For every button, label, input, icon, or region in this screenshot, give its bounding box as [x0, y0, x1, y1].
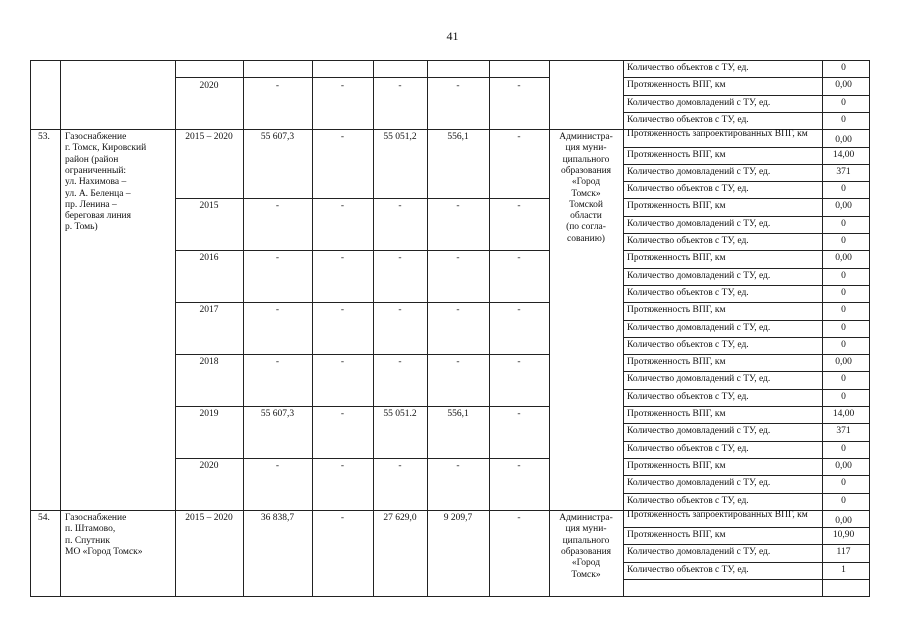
indicator-label: Протяженность ВПГ, км — [627, 357, 726, 367]
row-number: 53. — [38, 132, 50, 142]
finance-cell: - — [340, 132, 345, 142]
indicator-label: Количество домовладений с ТУ, ед. — [627, 426, 771, 436]
indicator-row-line — [623, 285, 869, 286]
indicator-value: 117 — [836, 547, 851, 557]
indicator-value: 0 — [841, 340, 846, 350]
indicator-label: Количество объектов с ТУ, ед. — [627, 392, 749, 402]
row53-year-line — [175, 198, 549, 199]
indicator-label: Количество домовладений с ТУ, ед. — [627, 547, 771, 557]
indicator-label: Количество объектов с ТУ, ед. — [627, 115, 749, 125]
object-name-line: Газоснабжение — [65, 132, 127, 142]
indicator-value: 0 — [841, 478, 846, 488]
finance-cell: 55 607,3 — [260, 132, 295, 142]
finance-cell: - — [340, 513, 345, 523]
year-cell: 2015 – 2020 — [185, 513, 233, 523]
row53-column-line — [175, 129, 176, 510]
top-column-line — [60, 60, 61, 129]
indicator-value: 0,00 — [835, 516, 852, 526]
object-name-line: ул. Нахимова – — [65, 177, 127, 188]
finance-cell: - — [398, 461, 402, 471]
finance-cell: - — [456, 461, 460, 471]
indicator-row-line — [623, 354, 869, 355]
top-column-line — [175, 60, 176, 129]
indicator-value: 0,00 — [835, 135, 852, 145]
indicator-row-line — [623, 579, 869, 580]
executor-line: ция муни- — [565, 143, 607, 154]
indicator-value: 0 — [841, 288, 846, 298]
indicator-row-line — [623, 527, 869, 528]
finance-cell: - — [456, 305, 460, 315]
indicator-value: 0 — [841, 115, 846, 125]
row53-year-line — [175, 302, 549, 303]
row53-year-line — [175, 406, 549, 407]
row53-column-line — [312, 129, 313, 510]
finance-cell: 9 209,7 — [443, 513, 473, 523]
table-top-border — [30, 60, 869, 61]
finance-cell: - — [517, 357, 521, 367]
indicator-label: Протяженность ВПГ, км — [627, 305, 726, 315]
year-cell: 2016 — [199, 253, 219, 263]
year-cell: 2019 — [199, 409, 219, 419]
row53-year-line — [175, 250, 549, 251]
table-bottom-border — [30, 596, 870, 597]
indicator-value: 0,00 — [835, 80, 852, 90]
finance-cell: - — [340, 201, 345, 211]
indicator-label: Протяженность запроектированных ВПГ, км — [627, 510, 808, 520]
indicator-label: Количество домовладений с ТУ, ед. — [627, 478, 771, 488]
indicator-row-line — [623, 147, 869, 148]
finance-cell: - — [456, 253, 460, 263]
top-column-line — [489, 60, 490, 129]
row54-top-line — [30, 510, 623, 511]
finance-cell: - — [398, 81, 402, 91]
executor-line: «Город — [571, 177, 601, 188]
row-number: 54. — [38, 513, 50, 523]
indicator-row-line — [623, 406, 869, 407]
finance-cell: - — [517, 81, 521, 91]
executor-line: Администра- — [559, 132, 613, 142]
indicator-value: 371 — [836, 167, 851, 177]
finance-cell: 556,1 — [447, 132, 469, 142]
finance-cell: - — [398, 305, 402, 315]
finance-cell: - — [340, 409, 345, 419]
finance-cell: 27 629,0 — [383, 513, 417, 523]
indicator-row-line — [623, 181, 869, 182]
year-cell: 2020 — [199, 81, 219, 91]
finance-cell: 55 051.2 — [383, 409, 417, 419]
executor-line: образования — [560, 546, 612, 557]
indicator-value: 0 — [841, 271, 846, 281]
indicator-row-line — [623, 216, 869, 217]
indicator-row-line — [623, 233, 869, 234]
row53-column-line — [373, 129, 374, 510]
indicator-label: Протяженность ВПГ, км — [627, 409, 726, 419]
finance-cell: 55 051,2 — [383, 132, 417, 142]
indicator-row-line — [623, 112, 869, 113]
table-right-border — [869, 60, 870, 596]
indicator-value: 0 — [841, 63, 846, 73]
indicator-value: 14,00 — [832, 150, 855, 160]
row53-column-line — [243, 129, 244, 510]
indicator-value: 0,00 — [835, 461, 852, 471]
program-table — [30, 60, 869, 607]
indicator-row-line — [623, 458, 869, 459]
indicator-label: Протяженность ВПГ, км — [627, 150, 726, 160]
row53-top-line — [30, 129, 623, 130]
executor-line: Томской — [569, 199, 603, 210]
finance-cell: - — [398, 201, 402, 211]
object-name-line: МО «Город Томск» — [65, 546, 143, 557]
finance-cell: - — [275, 81, 280, 91]
indicator-value: 0 — [841, 392, 846, 402]
indicator-label: Протяженность ВПГ, км — [627, 253, 726, 263]
object-name-line: район (район — [65, 154, 119, 165]
finance-cell: - — [398, 357, 402, 367]
finance-cell: - — [517, 409, 521, 419]
indicator-row-line — [623, 562, 869, 563]
finance-cell: - — [340, 305, 345, 315]
indicator-value: 14,00 — [832, 409, 855, 419]
indicator-label: Количество домовладений с ТУ, ед. — [627, 374, 771, 384]
indicator-value: 0 — [841, 236, 846, 246]
indicator-label: Количество объектов с ТУ, ед. — [627, 340, 749, 350]
row53-year-line — [175, 354, 549, 355]
finance-cell: - — [517, 513, 521, 523]
executor-line: «Город — [571, 558, 601, 569]
indicator-label: Протяженность запроектированных ВПГ, км — [627, 129, 808, 139]
finance-cell: - — [517, 201, 521, 211]
indicator-row-line — [623, 268, 869, 269]
year-cell: 2017 — [199, 305, 219, 315]
object-name-line: пр. Ленина – — [65, 199, 117, 210]
indicator-label: Количество объектов с ТУ, ед. — [627, 565, 749, 575]
top-column-line — [243, 60, 244, 129]
indicator-row-line — [623, 250, 869, 251]
finance-cell: - — [517, 253, 521, 263]
executor-line: ципального — [562, 535, 610, 546]
indicator-value: 0,00 — [835, 201, 852, 211]
finance-cell: - — [275, 461, 280, 471]
year-cell: 2020 — [199, 461, 219, 471]
executor-line: Томск» — [571, 569, 601, 580]
indicator-row-line — [623, 77, 869, 78]
page-number: 41 — [446, 29, 459, 43]
indicator-row-line — [623, 371, 869, 372]
object-name-line: п. Штамово, — [65, 524, 116, 535]
object-name-line: п. Спутник — [65, 535, 110, 546]
executor-line: Томск» — [571, 188, 601, 199]
indicator-label: Количество домовладений с ТУ, ед. — [627, 271, 771, 281]
finance-cell: - — [340, 81, 345, 91]
indicator-value: 0 — [841, 219, 846, 229]
indicator-label: Количество объектов с ТУ, ед. — [627, 496, 749, 506]
indicator-row-line — [623, 441, 869, 442]
indicator-row-line — [623, 198, 869, 199]
executor-line: образования — [560, 165, 612, 176]
table-left-border — [30, 60, 31, 596]
finance-cell: - — [517, 132, 521, 142]
indicator-row-line — [623, 337, 869, 338]
row53-year-line — [175, 458, 549, 459]
indicator-row-line — [623, 302, 869, 303]
indicator-label: Протяженность ВПГ, км — [627, 530, 726, 540]
indicator-value: 0 — [841, 496, 846, 506]
object-name-line: Газоснабжение — [65, 513, 127, 523]
year-cell: 2015 — [199, 201, 219, 211]
finance-cell: - — [398, 253, 402, 263]
finance-cell: - — [275, 253, 280, 263]
indicator-row-line — [623, 475, 869, 476]
finance-cell: - — [517, 461, 521, 471]
top-column-line — [312, 60, 313, 129]
row54-column-line — [60, 510, 61, 596]
finance-cell: - — [275, 201, 280, 211]
indicator-value: 0 — [841, 98, 846, 108]
indicator-row-line — [623, 95, 869, 96]
object-name-line: ул. А. Беленца – — [65, 188, 131, 199]
indicator-row-line — [623, 389, 869, 390]
indicator-label: Количество домовладений с ТУ, ед. — [627, 219, 771, 229]
indicator-label: Протяженность ВПГ, км — [627, 461, 726, 471]
indicator-label: Количество объектов с ТУ, ед. — [627, 288, 749, 298]
executor-line: сованию) — [567, 233, 605, 244]
top-column-line — [373, 60, 374, 129]
top-column-line — [549, 60, 550, 129]
executor-line: ципального — [562, 154, 610, 165]
indicator-label: Количество объектов с ТУ, ед. — [627, 184, 749, 194]
indicator-label: Протяженность ВПГ, км — [627, 80, 726, 90]
row53-column-line — [489, 129, 490, 510]
finance-cell: - — [340, 357, 345, 367]
finance-cell: - — [517, 305, 521, 315]
indicator-value: 1 — [841, 565, 846, 575]
top-column-line — [427, 60, 428, 129]
executor-line: ция муни- — [565, 524, 607, 535]
object-name-line: береговая линия — [65, 211, 131, 222]
indicator-column-line — [623, 60, 624, 596]
indicator-row-line — [623, 164, 869, 165]
indicator-value: 0 — [841, 374, 846, 384]
row53-column-line — [427, 129, 428, 510]
finance-cell: - — [275, 357, 280, 367]
indicator-row-line — [623, 544, 869, 545]
indicator-row-line — [623, 320, 869, 321]
finance-cell: - — [456, 81, 460, 91]
indicator-label: Количество объектов с ТУ, ед. — [627, 444, 749, 454]
top-year-line — [175, 77, 549, 78]
indicator-value: 10,90 — [832, 530, 855, 540]
finance-cell: 55 607,3 — [260, 409, 295, 419]
row53-column-line — [60, 129, 61, 510]
object-name-line: р. Томь) — [65, 222, 98, 233]
indicator-row-line — [623, 423, 869, 424]
indicator-label: Количество домовладений с ТУ, ед. — [627, 167, 771, 177]
executor-line: Администра- — [559, 513, 613, 523]
indicator-value: 0 — [841, 323, 846, 333]
finance-cell: - — [456, 357, 460, 367]
indicator-value: 0 — [841, 444, 846, 454]
indicator-value: 0,00 — [835, 253, 852, 263]
finance-cell: - — [340, 461, 345, 471]
indicator-value: 371 — [836, 426, 851, 436]
indicator-label: Протяженность ВПГ, км — [627, 201, 726, 211]
indicator-value: 0 — [841, 305, 846, 315]
finance-cell: - — [340, 253, 345, 263]
finance-cell: 556,1 — [447, 409, 469, 419]
indicator-value: 0,00 — [835, 357, 852, 367]
finance-cell: - — [275, 305, 280, 315]
indicator-label: Количество домовладений с ТУ, ед. — [627, 98, 771, 108]
year-cell: 2015 – 2020 — [185, 132, 233, 142]
executor-line: области — [570, 211, 602, 222]
indicator-label: Количество объектов с ТУ, ед. — [627, 236, 749, 246]
finance-cell: 36 838,7 — [260, 513, 295, 523]
executor-line: (по согла- — [566, 222, 606, 233]
object-name-line: г. Томск, Кировский — [65, 143, 147, 154]
indicator-label: Количество объектов с ТУ, ед. — [627, 63, 749, 73]
year-cell: 2018 — [199, 357, 219, 367]
finance-cell: - — [456, 201, 460, 211]
indicator-value: 0 — [841, 184, 846, 194]
indicator-row-line — [623, 493, 869, 494]
object-name-line: ограниченный: — [65, 165, 127, 176]
indicator-label: Количество домовладений с ТУ, ед. — [627, 323, 771, 333]
